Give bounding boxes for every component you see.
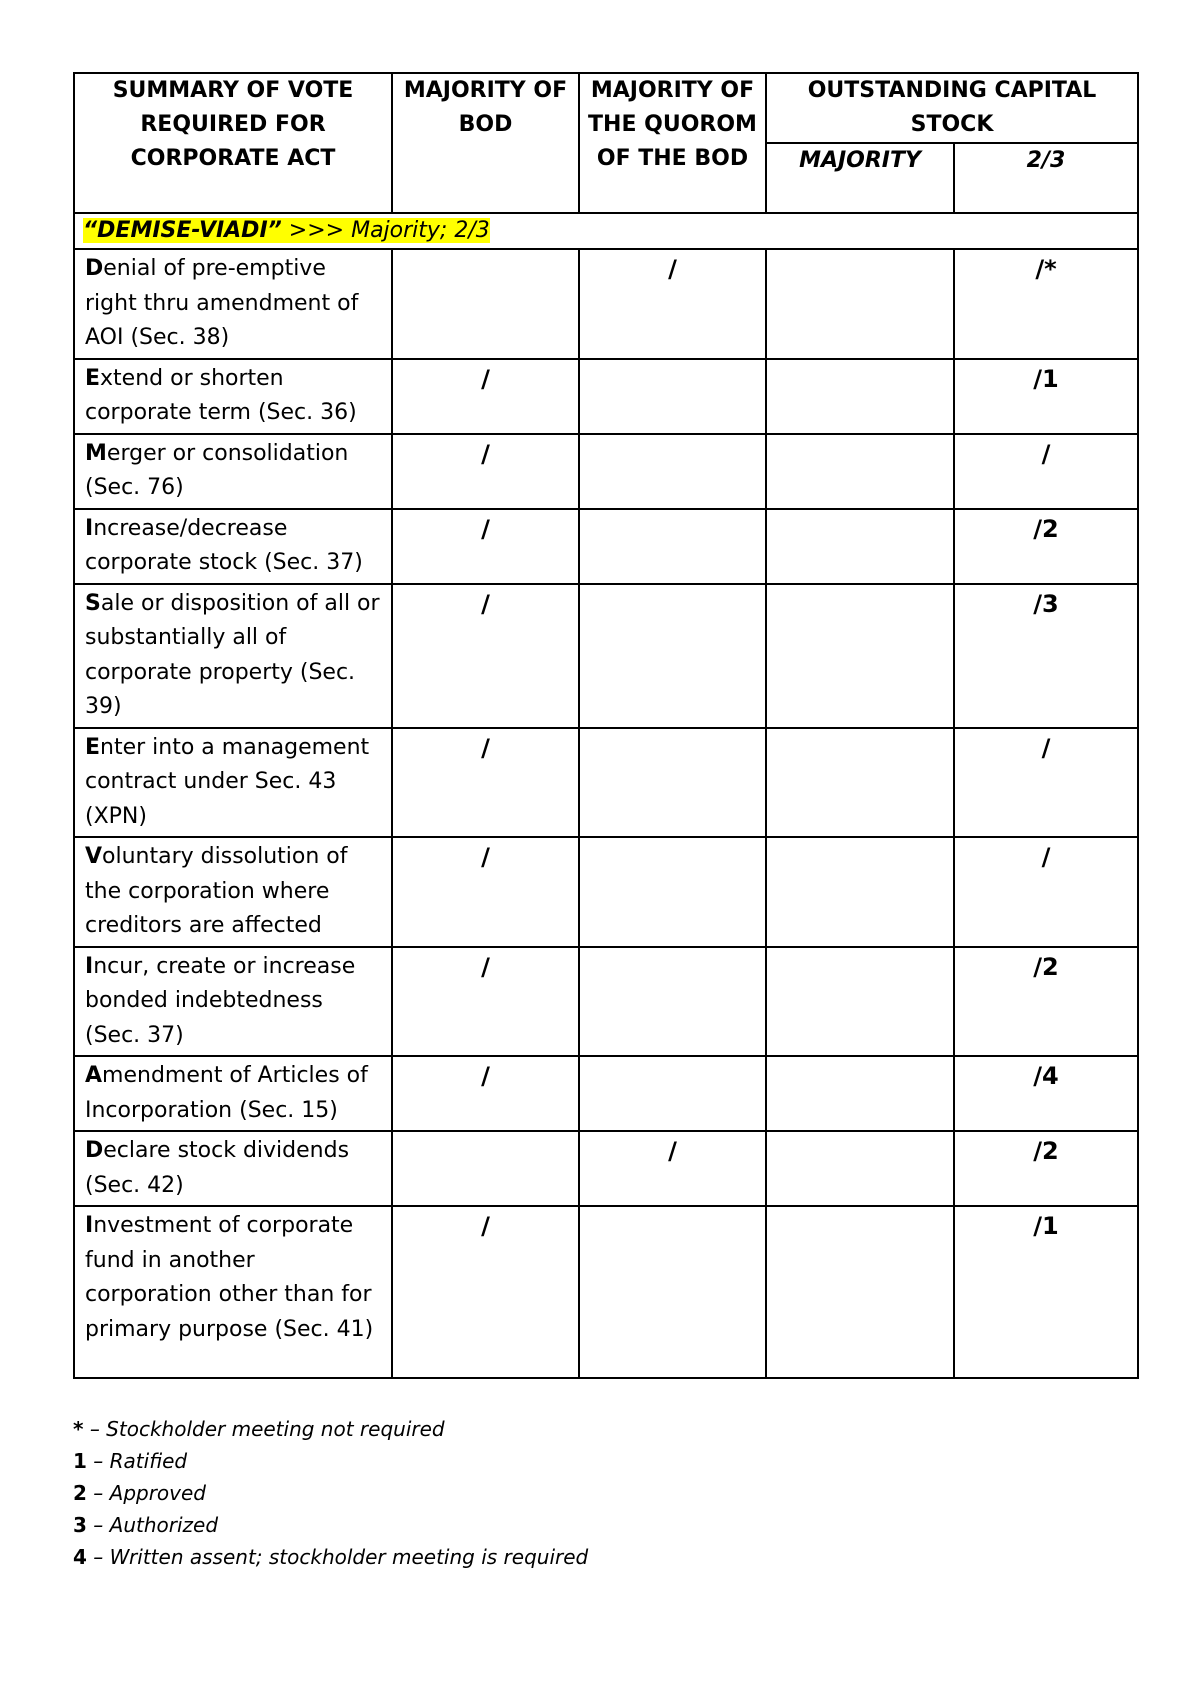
mnemonic-highlight xyxy=(83,218,490,243)
act-text: enial of pre-emptive right thru amendment of AOI (Sec. 38) xyxy=(85,256,359,350)
table-row xyxy=(74,249,1138,359)
stock-two-thirds-cell: /1 xyxy=(954,1206,1138,1378)
stock-two-thirds-cell: /4 xyxy=(954,1056,1138,1131)
majority-quorum-cell xyxy=(579,509,766,584)
majority-quorum-cell xyxy=(579,434,766,509)
majority-bod-cell: / xyxy=(392,728,579,838)
vote-summary-table xyxy=(73,72,1139,1379)
table-row xyxy=(74,1056,1138,1131)
legend xyxy=(73,1413,1137,1573)
corporate-act-cell xyxy=(74,1131,392,1206)
legend-key: 3 xyxy=(73,1513,87,1537)
table-row xyxy=(74,359,1138,434)
corporate-act-cell xyxy=(74,359,392,434)
stock-majority-cell xyxy=(766,1131,954,1206)
corporate-act-cell xyxy=(74,584,392,728)
mnemonic-band xyxy=(74,213,1138,249)
legend-text: – Authorized xyxy=(86,1513,219,1537)
act-text: ale or disposition of all or substantially all of corporate property (Sec. 39) xyxy=(85,590,380,719)
header-outstanding-capital-stock: OUTSTANDING CAPITAL STOCK xyxy=(766,73,1138,143)
act-text: erger or consolidation (Sec. 76) xyxy=(85,440,349,500)
majority-bod-cell: / xyxy=(392,1056,579,1131)
legend-text: – Written assent; stockholder meeting is required xyxy=(86,1545,589,1569)
stock-two-thirds-cell: /1 xyxy=(954,359,1138,434)
table-body xyxy=(74,249,1138,1378)
stock-majority-cell xyxy=(766,728,954,838)
act-initial: S xyxy=(85,590,101,616)
mnemonic-rule: >>> Majority; 2/3 xyxy=(281,218,490,243)
act-initial: E xyxy=(85,365,101,391)
act-text: nter into a management contract under Sec. 43 (XPN) xyxy=(85,734,370,829)
table-row xyxy=(74,434,1138,509)
act-text: xtend or shorten corporate term (Sec. 36) xyxy=(85,365,357,425)
majority-bod-cell: / xyxy=(392,837,579,947)
majority-quorum-cell xyxy=(579,359,766,434)
stock-majority-cell xyxy=(766,434,954,509)
majority-bod-cell: / xyxy=(392,584,579,728)
majority-bod-cell: / xyxy=(392,434,579,509)
majority-quorum-cell xyxy=(579,1206,766,1378)
stock-majority-cell xyxy=(766,1056,954,1131)
corporate-act-cell xyxy=(74,728,392,838)
stock-majority-cell xyxy=(766,509,954,584)
stock-two-thirds-cell: / xyxy=(954,434,1138,509)
table-row xyxy=(74,584,1138,728)
act-initial: D xyxy=(85,256,104,281)
corporate-act-cell xyxy=(74,434,392,509)
corporate-act-cell xyxy=(74,1206,392,1378)
header-majority-bod: MAJORITY OF BOD xyxy=(392,73,579,213)
legend-item xyxy=(73,1413,1137,1445)
table-row xyxy=(74,837,1138,947)
stock-majority-cell xyxy=(766,584,954,728)
act-initial: I xyxy=(85,953,94,979)
document-page xyxy=(73,72,1137,1573)
mnemonic-title: “DEMISE-VIADI” xyxy=(83,218,282,243)
act-initial: I xyxy=(85,515,94,541)
table-row xyxy=(74,728,1138,838)
legend-item xyxy=(73,1477,1137,1509)
majority-quorum-cell xyxy=(579,728,766,838)
legend-key: 1 xyxy=(73,1449,87,1473)
stock-two-thirds-cell: /2 xyxy=(954,1131,1138,1206)
act-initial: D xyxy=(85,1138,104,1163)
majority-bod-cell xyxy=(392,1131,579,1206)
stock-two-thirds-cell: /* xyxy=(954,249,1138,359)
act-initial: M xyxy=(85,440,107,466)
majority-quorum-cell: / xyxy=(579,1131,766,1206)
table-row xyxy=(74,1206,1138,1378)
legend-key: 4 xyxy=(73,1545,87,1569)
stock-majority-cell xyxy=(766,837,954,947)
stock-two-thirds-cell: /3 xyxy=(954,584,1138,728)
legend-item xyxy=(73,1445,1137,1477)
act-text: ncrease/decrease corporate stock (Sec. 37) xyxy=(85,515,363,575)
act-initial: V xyxy=(85,844,103,869)
header-sub-two-thirds: 2/3 xyxy=(954,143,1138,213)
majority-bod-cell: / xyxy=(392,509,579,584)
corporate-act-cell xyxy=(74,947,392,1057)
stock-two-thirds-cell: /2 xyxy=(954,947,1138,1057)
act-text: nvestment of corporate fund in another corporation other than for primary purpose (Sec. 41) xyxy=(85,1213,374,1342)
header-corporate-act: SUMMARY OF VOTE REQUIRED FOR CORPORATE ACT xyxy=(74,73,392,213)
act-text: eclare stock dividends (Sec. 42) xyxy=(85,1138,350,1198)
legend-text: – Approved xyxy=(86,1481,207,1505)
legend-item xyxy=(73,1541,1137,1573)
majority-quorum-cell: / xyxy=(579,249,766,359)
act-initial: I xyxy=(85,1213,94,1238)
act-text: oluntary dissolution of the corporation where creditors are affected xyxy=(85,844,348,938)
majority-quorum-cell xyxy=(579,1056,766,1131)
majority-bod-cell: / xyxy=(392,1206,579,1378)
stock-majority-cell xyxy=(766,947,954,1057)
stock-majority-cell xyxy=(766,1206,954,1378)
table-row xyxy=(74,1131,1138,1206)
stock-majority-cell xyxy=(766,359,954,434)
majority-bod-cell xyxy=(392,249,579,359)
table-row xyxy=(74,509,1138,584)
majority-bod-cell: / xyxy=(392,359,579,434)
corporate-act-cell xyxy=(74,1056,392,1131)
corporate-act-cell xyxy=(74,249,392,359)
legend-key: * xyxy=(73,1417,84,1441)
legend-text: – Ratified xyxy=(86,1449,188,1473)
act-initial: A xyxy=(85,1063,103,1088)
majority-quorum-cell xyxy=(579,837,766,947)
corporate-act-cell xyxy=(74,509,392,584)
majority-quorum-cell xyxy=(579,584,766,728)
header-majority-quorum: MAJORITY OF THE QUOROM OF THE BOD xyxy=(579,73,766,213)
stock-two-thirds-cell: /2 xyxy=(954,509,1138,584)
majority-quorum-cell xyxy=(579,947,766,1057)
legend-key: 2 xyxy=(73,1481,87,1505)
act-text: ncur, create or increase bonded indebtedness (Sec. 37) xyxy=(85,953,356,1048)
majority-bod-cell: / xyxy=(392,947,579,1057)
legend-item xyxy=(73,1509,1137,1541)
legend-text: – Stockholder meeting not required xyxy=(83,1417,445,1441)
stock-two-thirds-cell: / xyxy=(954,837,1138,947)
stock-majority-cell xyxy=(766,249,954,359)
act-initial: E xyxy=(85,734,101,760)
corporate-act-cell xyxy=(74,837,392,947)
stock-two-thirds-cell: / xyxy=(954,728,1138,838)
act-text: mendment of Articles of Incorporation (Sec. 15) xyxy=(85,1063,368,1123)
table-row xyxy=(74,947,1138,1057)
header-sub-majority: MAJORITY xyxy=(766,143,954,213)
